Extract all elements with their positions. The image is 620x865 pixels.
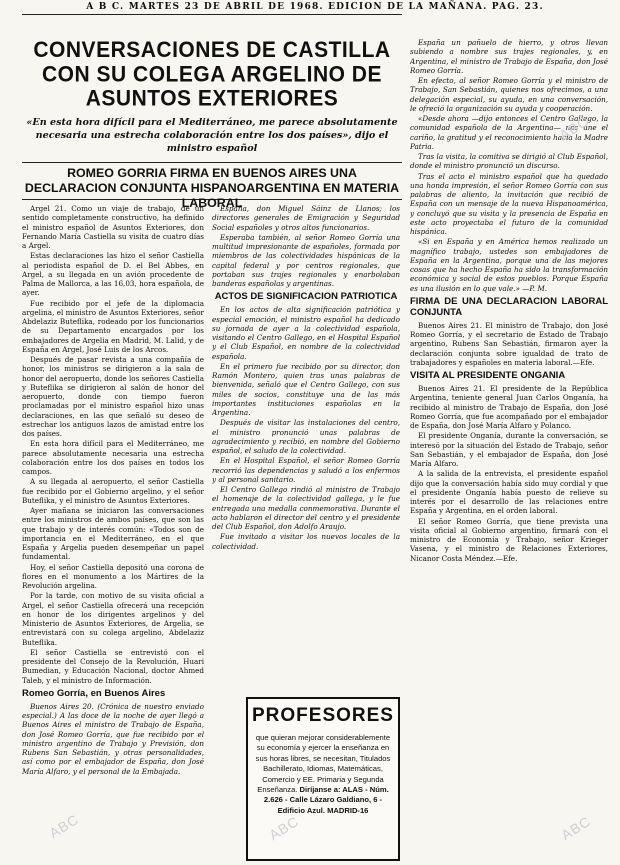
abc-watermark: ABC — [558, 812, 594, 844]
article-paragraph: El señor Romeo Gorría, que tiene prevista una visita oficial al Gobierno argentino, firmará con el ministro de Economía y Trabajo, señor Krieger Vasena, y el ministro de Relaciones Exteriores, Nicanor Costa Méndez.—Efe. — [410, 516, 608, 563]
classified-ad-profesores — [246, 697, 400, 861]
page-header: A B C. MARTES 23 DE ABRIL DE 1968. EDICION DE LA MAÑANA. PAG. 23. — [86, 2, 544, 12]
article-column-2 — [212, 204, 400, 692]
article-paragraph: En efecto, al señor Romeo Gorría y el ministro de Trabajo, San Sebastián, quienes nos ofrecimos, a una delegación especial, su ayuda, en una conversación, le ofreció la organización su ayuda y cooperación. — [410, 76, 608, 113]
section-heading-ongania: VISITA AL PRESIDENTE ONGANIA — [410, 370, 566, 381]
main-headline: CONVERSACIONES DE CASTILLA CON SU COLEGA ARGELINO DE ASUNTOS EXTERIORES — [33, 38, 391, 111]
abc-watermark: ABC — [46, 810, 82, 842]
article-paragraph: A la salida de la entrevista, el presidente español dijo que la conversación había sido muy cordial y que el presidente Onganía había puesto de relieve su interés por el desarrollo de las relaciones entre España y Argentina, en el orden laboral. — [410, 469, 608, 516]
article-paragraph: «Desde ahora —dijo entonces el Centro Gallego, la comunidad española de la Argentina— nos une el cariño, la gratitud y el reconocimiento hacia la Madre Patria. — [410, 114, 608, 151]
article-paragraph: Por la tarde, con motivo de su visita oficial a Argel, el señor Castiella ofrecerá una recepción en honor de los dirigentes argelinos y del Ministerio de Asuntos Exteriores, de Argelia, se entrevistará con su colega argelino, Abdelaziz Buteflika. — [22, 591, 204, 647]
column-1-paragraphs — [22, 204, 204, 685]
article-paragraph: Ayer mañana se iniciaron las conversaciones entre los ministros de ambos países, que son las que trabajo y de interés común: «Todos son de importancia en el Mediterráneo, en el que España y Argelia pueden desempeñar un papel fundamental. — [22, 506, 204, 562]
article-paragraph: En esta hora difícil para el Mediterráneo, me parece absolutamente necesaria una estrecha colaboración entre los dos países en todos los campos. — [22, 439, 204, 476]
column-3-declaracion — [410, 321, 608, 367]
article-paragraph: Después de pasar revista a una compañía de honor, los ministros se dirigieron a la sala de honor del aeropuerto, donde los señores Castiella y Buteflika se dirigieron al salón de honor del aeropuerto, donde con tiempo fueron proclamadas por el ministro español hizo unas declaraciones, en las que señaló su deseo de estrechar los antiguos lazos de amistad entre los dos países. — [22, 355, 204, 438]
column-2-paragraphs — [212, 204, 400, 288]
ad-contact: Diríjanse a: ALAS - Núm. 2.626 - Calle Lázaro Galdiano, 6 - Edificio Azul. MADRID-16 — [263, 785, 389, 815]
header-rule — [22, 14, 402, 15]
article-paragraph: Argel 21. Como un viaje de trabajo, de un sentido completamente constructivo, ha definido el ministro español de Asuntos Exteriores, don Fernando María Castiella su visita de cuatro días a Argel. — [22, 204, 204, 250]
ad-body — [254, 733, 392, 816]
article-paragraph: En el Hospital Español, el señor Romeo Gorría recorrió las dependencias y saludó a los enfermos y al personal sanitario. — [212, 456, 400, 484]
article-paragraph: El Centro Gallego rindió al ministro de Trabajo el homenaje de la colectividad gallega, y le fue entregada una medalla conmemorativa. Durante el acto hablaron el director del centro y el presidente del Club Español, don Adolfo Araujo. — [212, 485, 400, 531]
abc-watermark: ABC — [266, 812, 302, 844]
ad-line-2: Bachillerato, Idiomas, Matemáticas, Comercio y EE. Primaria y Segunda Enseñanza. — [257, 764, 384, 795]
article-paragraph: Tras el acto el ministro español que ha quedado una honda impresión, el señor Romeo Gorría con sus palabras de aliento, la invitación que recibió de España con un mensaje de la nueva Hispanoamérica, y concluyó que su visita y la presencia de España en este acto proyectaba el futuro de la comunidad hispánica. — [410, 171, 608, 236]
article-paragraph: En los actos de alta significación patriótica y especial emoción, el ministro español ha dedicado su jornada de ayer a la colectividad española, visitando el Centro Gallego, en el Hospital Español y el Club Español, en nombre de la colectividad española. — [212, 305, 400, 361]
article-paragraph: En el primero fue recibido por su director, don Ramón Montero, quien tras unas palabras de bienvenida, señaló que el Centro Gallego, con sus miles de socios, constituye una de las más importantes instituciones españolas en la Argentina. — [212, 361, 400, 417]
article-paragraph: Estas declaraciones las hizo el señor Castiella al periodista español de D. el Bel Abbes, en Argel, a su llegada en un avión procedente de Palma de Mallorca, a las 16,03, hora española, de ayer. — [22, 251, 204, 298]
column-3-paragraphs — [410, 38, 608, 293]
article-paragraph: España un pañuelo de hierro, y otros llevan subiendo a nombre sus trajes regionales, y, en Argentina, el ministro de Trabajo de España, don José Romeo Gorría. — [410, 38, 608, 75]
article-paragraph: Fue recibido por el jefe de la diplomacia argelina, el ministro de Asuntos Exteriores, señor Abdelaziz Buteflika, rodeado por los funcionarios de su Departamento encargados por los embajadores de Argelia en Madrid, M. Lalid, y de España en Argel, José Luis de los Arcos. — [22, 298, 204, 354]
article-paragraph: Fue invitado a visitar los nuevos locales de la colectividad. — [212, 532, 400, 551]
column-1-chronicle — [22, 702, 204, 776]
article-paragraph: Tras la visita, la comitiva se dirigió al Club Español, donde el ministro pronunció un discurso. — [410, 152, 608, 171]
column-3-ongania — [410, 384, 608, 563]
ad-title: PROFESORES — [252, 705, 394, 726]
second-headline: ROMEO GORRIA FIRMA EN BUENOS AIRES UNA DECLARACION CONJUNTA HISPANOARGENTINA EN MATERIA LABORAL — [24, 166, 400, 210]
article-paragraph: «Si en España y en América hemos realizado un magnífico trabajo, ustedes son embajadores de España en la Argentina, porque una de las mejores cosas que ha hecho España ha sido la transformación económica y social de estos pueblos. Porque España es una ilusión en lo que vale.» —P. M. — [410, 237, 608, 293]
article-paragraph: Buenos Aires 20. (Crónica de nuestro enviado especial.) A las doce de la noche de ayer llegó a Buenos Aires el ministro de Trabajo de España, don José Romeo Gorría, que fue recibido por el ministro argentino de Trabajo y Previsión, don Rubens San Sebastián, y otras personalidades, así como por el embajador de España, don José María Alfaro, y el personal de la Embajada. — [22, 701, 204, 776]
abc-watermark: ABC — [556, 112, 592, 144]
column-2-body — [212, 305, 400, 551]
article-column-1 — [22, 204, 204, 859]
section-heading-gorria: Romeo Gorría, en Buenos Aires — [22, 687, 166, 699]
article-paragraph: Hoy, el señor Castiella depositó una corona de flores en el monumento a los Mártires de la Revolución argelina. — [22, 562, 204, 590]
article-paragraph: El señor Castiella se entrevistó con el presidente del Consejo de la Revolución, Huari Bumedian, y Educación Nacional, doctor Ahmed Taleb, y el ministro de Información. — [22, 647, 204, 685]
section-rule — [22, 162, 402, 163]
article-column-3 — [410, 38, 608, 860]
article-paragraph: Buenos Aires 21. El ministro de Trabajo, don José Romeo Gorría, y el secretario de Estado de Trabajo argentino, Rubens San Sebastián, firmaron ayer la declaración conjunta sobre igualdad de trato de trabajadores y españoles en materia laboral.—Efe. — [410, 320, 608, 367]
subheadline: «En esta hora difícil para el Mediterráneo, me parece absolutamente necesaria una estrecha colaboración entre los dos países», dijo el ministro español — [26, 117, 398, 154]
article-paragraph: El presidente Onganía, durante la conversación, se interesó por la situación del Estado de Trabajo, señor San Sebastián, y el embajador de España, don José María Alfaro. — [410, 431, 608, 468]
section-heading-actos: ACTOS DE SIGNIFICACION PATRIOTICA — [214, 291, 398, 303]
article-paragraph: Buenos Aires 21. El presidente de la República Argentina, teniente general Juan Carlos Onganía, ha recibido al ministro de Trabajo de España, don José Romeo Gorría, que fue acompañado por el embajador de España, don José María Alfaro y Polanco. — [410, 384, 608, 430]
article-paragraph: A su llegada al aeropuerto, el señor Castiella fue recibido por el Gobierno argelino, y el señor Buteflika, y el ministro de Asuntos Exteriores. — [22, 477, 204, 505]
ad-line-1: que quieran mejorar considerablemente su economía y ejercer la enseñanza en sus horas libres, se necesitan, Titulados — [255, 733, 391, 763]
article-paragraph: Esperaba también, al señor Romeo Gorría una multitud impresionante de españoles, formada por miembros de las colectividades hispánicas de la capital federal y por centros regionales, que portaban sus trajes regionales y enarbolaban banderas españolas y argentinas. — [212, 232, 400, 288]
article-paragraph: Después de visitar las instalaciones del centro, el ministro pronunció unas palabras de agradecimiento y recibió, en nombre del Gobierno español, el saludo de la colectividad. — [212, 418, 400, 455]
article-paragraph: España, don Miguel Sáinz de Llanos; los directores generales de Emigración y Seguridad Social españoles y otros altos funcionarios. — [212, 204, 400, 232]
section-heading-declaracion: FIRMA DE UNA DECLARACION LABORAL CONJUNTA — [410, 295, 608, 318]
